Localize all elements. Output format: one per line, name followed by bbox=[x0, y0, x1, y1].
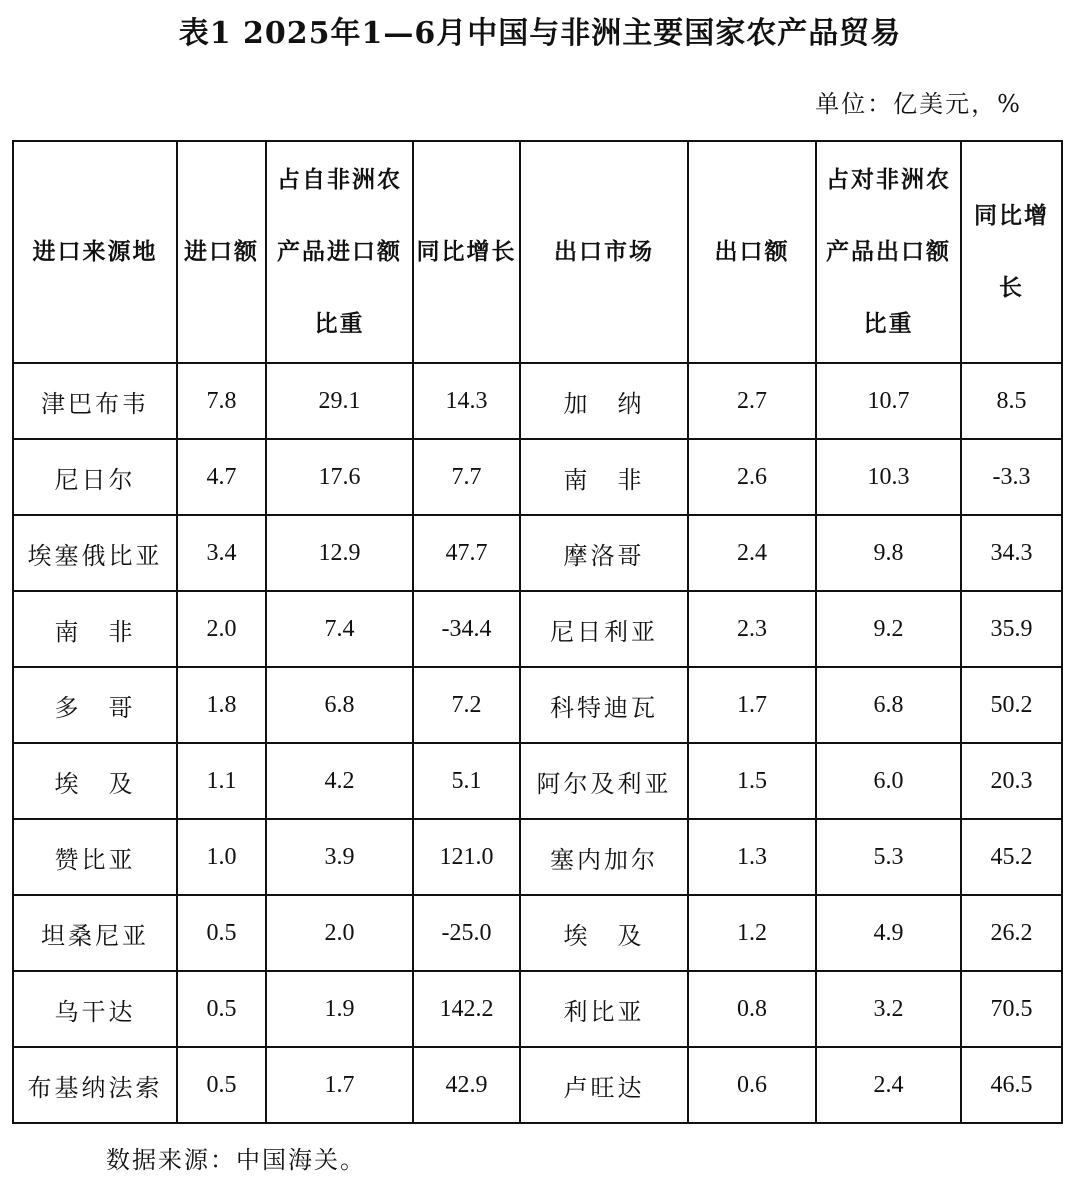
table-row bbox=[13, 895, 1062, 971]
value-cell: 2.4 bbox=[816, 1047, 961, 1123]
country-cell: 阿尔及利亚 bbox=[520, 743, 688, 819]
table-row bbox=[13, 363, 1062, 439]
value-cell: 121.0 bbox=[413, 819, 520, 895]
table-row bbox=[13, 1047, 1062, 1123]
value-cell: 12.9 bbox=[266, 515, 413, 591]
country-cell: 科特迪瓦 bbox=[520, 667, 688, 743]
value-cell: 0.8 bbox=[688, 971, 816, 1047]
value-cell: 2.4 bbox=[688, 515, 816, 591]
value-cell: 0.6 bbox=[688, 1047, 816, 1123]
value-cell: 1.7 bbox=[266, 1047, 413, 1123]
value-cell: 9.2 bbox=[816, 591, 961, 667]
value-cell: 0.5 bbox=[177, 971, 266, 1047]
country-cell: 乌干达 bbox=[13, 971, 177, 1047]
unit-note: 单位：亿美元，% bbox=[815, 90, 1022, 118]
country-cell: 摩洛哥 bbox=[520, 515, 688, 591]
value-cell: 50.2 bbox=[961, 667, 1062, 743]
value-cell: 0.5 bbox=[177, 1047, 266, 1123]
col-header: 同比增长 bbox=[961, 141, 1062, 363]
trade-table bbox=[12, 140, 1063, 1124]
country-cell: 坦桑尼亚 bbox=[13, 895, 177, 971]
value-cell: 1.2 bbox=[688, 895, 816, 971]
value-cell: 10.7 bbox=[816, 363, 961, 439]
value-cell: 2.6 bbox=[688, 439, 816, 515]
value-cell: 46.5 bbox=[961, 1047, 1062, 1123]
value-cell: 35.9 bbox=[961, 591, 1062, 667]
value-cell: 8.5 bbox=[961, 363, 1062, 439]
col-header: 出口市场 bbox=[520, 141, 688, 363]
value-cell: 42.9 bbox=[413, 1047, 520, 1123]
value-cell: 6.0 bbox=[816, 743, 961, 819]
table-row bbox=[13, 439, 1062, 515]
value-cell: 1.0 bbox=[177, 819, 266, 895]
value-cell: 1.5 bbox=[688, 743, 816, 819]
value-cell: 70.5 bbox=[961, 971, 1062, 1047]
table-row bbox=[13, 743, 1062, 819]
table-row bbox=[13, 667, 1062, 743]
value-cell: -25.0 bbox=[413, 895, 520, 971]
table-row bbox=[13, 591, 1062, 667]
col-header: 进口额 bbox=[177, 141, 266, 363]
country-cell: 津巴布韦 bbox=[13, 363, 177, 439]
value-cell: -34.4 bbox=[413, 591, 520, 667]
value-cell: 29.1 bbox=[266, 363, 413, 439]
value-cell: 6.8 bbox=[266, 667, 413, 743]
value-cell: 7.7 bbox=[413, 439, 520, 515]
value-cell: 7.2 bbox=[413, 667, 520, 743]
table-row bbox=[13, 819, 1062, 895]
country-cell: 塞内加尔 bbox=[520, 819, 688, 895]
value-cell: 4.9 bbox=[816, 895, 961, 971]
value-cell: 1.1 bbox=[177, 743, 266, 819]
value-cell: 10.3 bbox=[816, 439, 961, 515]
country-cell: 加 纳 bbox=[520, 363, 688, 439]
country-cell: 尼日利亚 bbox=[520, 591, 688, 667]
col-header: 出口额 bbox=[688, 141, 816, 363]
value-cell: 1.7 bbox=[688, 667, 816, 743]
value-cell: 4.7 bbox=[177, 439, 266, 515]
value-cell: -3.3 bbox=[961, 439, 1062, 515]
value-cell: 5.3 bbox=[816, 819, 961, 895]
value-cell: 45.2 bbox=[961, 819, 1062, 895]
data-source-note: 数据来源：中国海关。 bbox=[106, 1146, 366, 1174]
value-cell: 5.1 bbox=[413, 743, 520, 819]
value-cell: 142.2 bbox=[413, 971, 520, 1047]
country-cell: 多 哥 bbox=[13, 667, 177, 743]
value-cell: 3.4 bbox=[177, 515, 266, 591]
country-cell: 卢旺达 bbox=[520, 1047, 688, 1123]
value-cell: 6.8 bbox=[816, 667, 961, 743]
value-cell: 4.2 bbox=[266, 743, 413, 819]
value-cell: 0.5 bbox=[177, 895, 266, 971]
value-cell: 7.8 bbox=[177, 363, 266, 439]
value-cell: 47.7 bbox=[413, 515, 520, 591]
value-cell: 9.8 bbox=[816, 515, 961, 591]
country-cell: 南 非 bbox=[520, 439, 688, 515]
col-header: 占自非洲农产品进口额比重 bbox=[266, 141, 413, 363]
value-cell: 2.0 bbox=[177, 591, 266, 667]
value-cell: 17.6 bbox=[266, 439, 413, 515]
value-cell: 1.9 bbox=[266, 971, 413, 1047]
table-row bbox=[13, 971, 1062, 1047]
value-cell: 2.3 bbox=[688, 591, 816, 667]
header-row bbox=[13, 141, 1062, 363]
col-header: 同比增长 bbox=[413, 141, 520, 363]
country-cell: 埃塞俄比亚 bbox=[13, 515, 177, 591]
country-cell: 埃 及 bbox=[13, 743, 177, 819]
value-cell: 3.2 bbox=[816, 971, 961, 1047]
value-cell: 34.3 bbox=[961, 515, 1062, 591]
value-cell: 2.7 bbox=[688, 363, 816, 439]
table-title: 表1 2025年1—6月中国与非洲主要国家农产品贸易 bbox=[178, 16, 902, 51]
value-cell: 14.3 bbox=[413, 363, 520, 439]
value-cell: 7.4 bbox=[266, 591, 413, 667]
country-cell: 埃 及 bbox=[520, 895, 688, 971]
col-header: 进口来源地 bbox=[13, 141, 177, 363]
value-cell: 1.8 bbox=[177, 667, 266, 743]
col-header: 占对非洲农产品出口额比重 bbox=[816, 141, 961, 363]
value-cell: 1.3 bbox=[688, 819, 816, 895]
value-cell: 20.3 bbox=[961, 743, 1062, 819]
country-cell: 南 非 bbox=[13, 591, 177, 667]
value-cell: 26.2 bbox=[961, 895, 1062, 971]
country-cell: 布基纳法索 bbox=[13, 1047, 177, 1123]
country-cell: 利比亚 bbox=[520, 971, 688, 1047]
country-cell: 赞比亚 bbox=[13, 819, 177, 895]
country-cell: 尼日尔 bbox=[13, 439, 177, 515]
table-row bbox=[13, 515, 1062, 591]
value-cell: 2.0 bbox=[266, 895, 413, 971]
value-cell: 3.9 bbox=[266, 819, 413, 895]
